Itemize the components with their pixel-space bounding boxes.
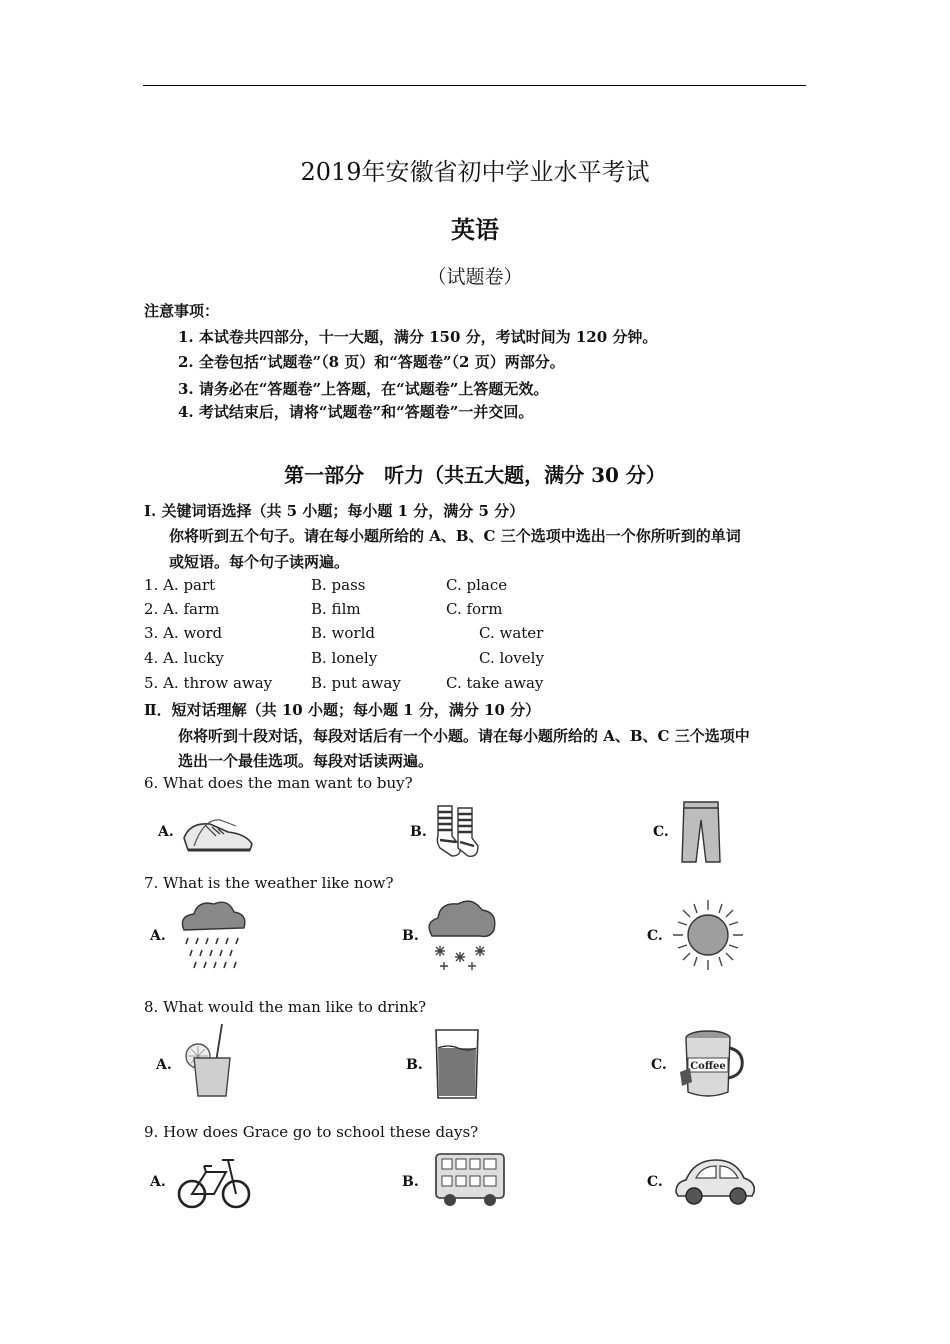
option-a: 4. A. lucky [144,649,224,667]
choice-label: A. [158,824,174,840]
choice-label: A. [156,1057,172,1073]
option-b: B. film [311,600,361,618]
choice-label: B. [402,1174,419,1190]
option-c: C. take away [446,674,544,692]
part-title: 第一部分 听力（共五大题，满分 30 分） [284,463,666,487]
option-a: 3. A. word [144,624,223,642]
option-b: B. put away [311,674,401,692]
snow-cloud-icon [424,896,498,974]
note-item: 2. 全卷包括“试题卷”（8 页）和“答题卷”（2 页）两部分。 [178,353,565,371]
note-item: 3. 请务必在“答题卷”上答题，在“试题卷”上答题无效。 [178,380,549,398]
rain-cloud-icon [176,896,250,974]
option-a: 2. A. farm [144,600,220,618]
note-item: 4. 考试结束后，请将“试题卷”和“答题卷”一并交回。 [178,403,534,421]
water-glass-icon [432,1026,482,1102]
sun-icon [670,896,746,974]
coffee-label: Coffee [690,1061,726,1072]
top-rule [143,85,806,86]
choice-label: C. [647,928,663,944]
coffee-mug-icon [674,1024,746,1100]
option-a: 5. A. throw away [144,674,273,692]
bus-icon [432,1150,508,1210]
option-b: B. world [311,624,375,642]
question-9: 9. How does Grace go to school these days? [144,1123,479,1141]
sneakers-icon [180,808,260,858]
question-7: 7. What is the weather like now? [144,874,394,892]
question-6: 6. What does the man want to buy? [144,774,413,792]
choice-label: A. [150,928,166,944]
section2-heading: Ⅱ．短对话理解（共 10 小题；每小题 1 分，满分 10 分） [144,701,541,719]
choice-label: A. [150,1174,166,1190]
option-b: B. pass [311,576,366,594]
notes-heading: 注意事项： [144,302,220,320]
choice-label: B. [410,824,427,840]
option-a: 1. A. part [144,576,216,594]
bicycle-icon [176,1150,252,1212]
option-b: B. lonely [311,649,378,667]
choice-label: B. [402,928,419,944]
option-c: C. water [479,624,544,642]
choice-label: B. [406,1057,423,1073]
socks-icon [432,802,482,862]
paper-type: （试题卷） [427,266,523,288]
section2-instruction: 你将听到十段对话，每段对话后有一个小题。请在每小题所给的 A、B、C 三个选项中 [178,727,750,745]
section1-instruction: 或短语。每个句子读两遍。 [169,553,350,571]
option-c: C. place [446,576,508,594]
note-item: 1. 本试卷共四部分，十一大题，满分 150 分，考试时间为 120 分钟。 [178,328,658,346]
choice-label: C. [647,1174,663,1190]
juice-glass-icon [180,1022,240,1098]
exam-title: 2019年安徽省初中学业水平考试 [300,158,650,186]
section1-heading: I. 关键词语选择（共 5 小题；每小题 1 分，满分 5 分） [144,502,525,520]
choice-label: C. [651,1057,667,1073]
question-8: 8. What would the man like to drink? [144,998,427,1016]
section1-instruction: 你将听到五个句子。请在每小题所给的 A、B、C 三个选项中选出一个你所听到的单词 [169,527,741,545]
option-c: C. lovely [479,649,544,667]
car-icon [672,1152,758,1208]
choice-label: C. [653,824,669,840]
subject-title: 英语 [451,215,499,244]
option-c: C. form [446,600,503,618]
trousers-icon [676,800,726,864]
section2-instruction: 选出一个最佳选项。每段对话读两遍。 [178,752,434,770]
